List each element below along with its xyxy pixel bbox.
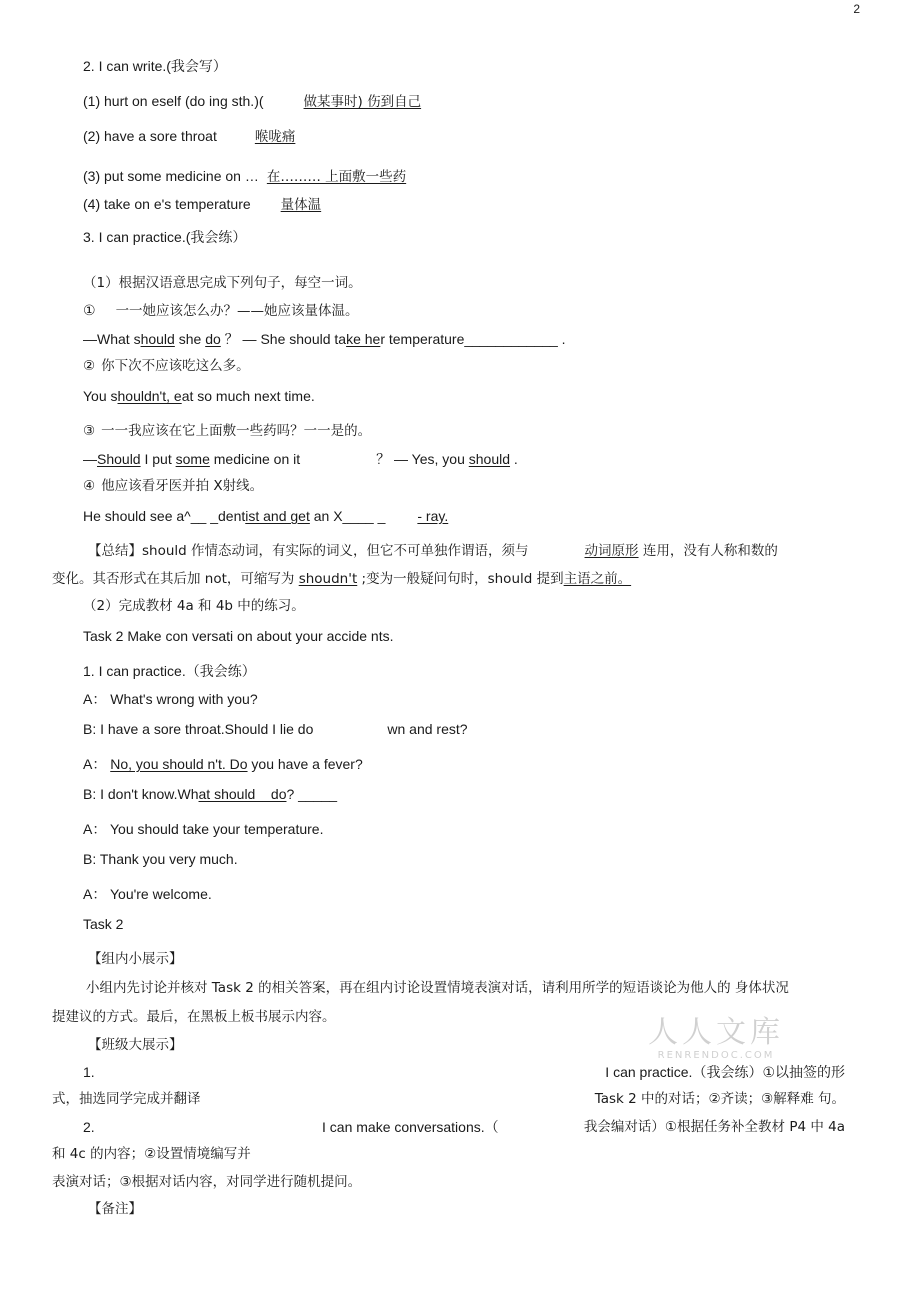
phrase-en: (1) hurt on eself (do ing sth.)( [83,93,264,109]
text: 3. I can practice.(我会练） [83,229,247,245]
dialog-line-3 [83,755,363,773]
text: 提建议的方式。最后，在黑板上板书展示内容。 [52,1009,336,1025]
phrase-en: (3) put some medicine on … [83,168,259,184]
text: . [510,451,518,467]
text: A： You should take your temperature. [83,821,324,837]
text: You s [83,388,118,404]
phrase-en: (2) have a sore throat [83,128,217,144]
text: I put [140,451,176,467]
text: — [83,451,97,467]
text: ？ — She should ta [220,331,347,347]
text: r temperature____________ . [380,331,566,347]
text: I can practice.（我会练）①以抽签的形 [605,1064,845,1080]
section-practice-heading [83,228,246,246]
answer: ke he [346,331,381,347]
answer: 动词原形 [584,543,639,559]
circled-number: ② [83,358,96,374]
exercise-1-en [83,330,566,348]
phrase-3 [83,167,406,186]
text: she [174,331,206,347]
text: B: Thank you very much. [83,851,238,867]
dialog-line-7 [83,885,212,903]
answer: Should [97,451,141,467]
answer: should [468,451,511,467]
text: 一一她应该怎么办？——她应该量体温。 [115,303,359,319]
group-show-text-2 [52,1008,336,1026]
class-show-item-2-cont [52,1145,251,1163]
text: 【班级大展示】 [88,1037,183,1053]
exercise-2-en [83,387,315,405]
answer: ist and get [245,508,310,524]
text: 1. [83,1064,95,1080]
text: Task 2 [83,916,124,932]
exercise-1-cn [83,302,359,320]
answer: - ray. [417,508,449,524]
text: He should see a^__ _dent [83,508,246,524]
text: 我会编对话）①根据任务补全教材 P4 中 4a [583,1119,845,1135]
text: medicine on it [209,451,301,467]
text: ;变为一般疑问句时，should 提到 [357,571,564,587]
task2-practice [83,662,256,680]
dialog-line-2 [83,720,468,738]
text: 1. I can practice.（我会练） [83,663,256,679]
text: 【组内小展示】 [88,951,183,967]
text: （1）根据汉语意思完成下列句子，每空一词。 [83,275,362,291]
text: Task 2 Make con versati on about your accide nts. [83,628,394,644]
text: 小组内先讨论并核对 Task 2 的相关答案，再在组内讨论设置情境表演对话，请利用所学的短语谈论为他人的 身体状况 [86,980,789,996]
summary-line-2 [52,570,631,588]
exercise-4-cn [83,477,263,495]
phrase-2 [83,127,295,146]
text: A： What's wrong with you? [83,691,258,707]
task2-label [83,915,123,933]
exercise-2-cn [83,357,250,375]
text: 【总结】should 作情态动词，有实际的词义，但它不可单独作谓语，须与 [88,543,529,559]
instruction-2 [83,597,305,615]
phrase-cn: 量体温 [280,197,322,213]
answer: at should__do [198,786,287,802]
text: 你下次不应该吃这么多。 [101,358,250,374]
text: wn and rest? [387,721,468,737]
class-show-item-2 [322,1118,499,1136]
text: A： You're welcome. [83,886,212,902]
task2-title [83,627,394,645]
text: 表演对话；③根据对话内容，对同学进行随机提问。 [52,1174,362,1190]
phrase-en: (4) take on e's temperature [83,196,251,212]
text: 变化。其否形式在其后加 not，可缩写为 [52,571,299,587]
text: 式，抽选同学完成并翻译 [52,1091,201,1107]
class-show-item-1-cont-b [595,1090,845,1108]
group-show-text-1 [86,979,789,997]
answer: shoudn't [298,571,358,587]
text: 2. [83,1119,95,1135]
text: at so much next time. [181,388,315,404]
phrase-cn: 喉咙痛 [254,129,296,145]
text: you have a fever? [247,756,363,772]
dialog-line-6 [83,850,238,868]
answer: some [175,451,210,467]
text: 【备注】 [88,1201,142,1217]
answer: hould [140,331,175,347]
phrase-1 [83,92,421,111]
page-number: 2 [853,2,860,16]
group-show-heading [88,950,183,968]
answer: do [205,331,221,347]
exercise-3-en [83,450,518,468]
class-show-item-2-num [83,1118,95,1136]
watermark-sub: RENRENDOC.COM [657,1050,775,1061]
circled-number: ③ [83,423,96,439]
text: （2）完成教材 4a 和 4b 中的练习。 [83,598,305,614]
class-show-item-2-cont-2 [52,1173,361,1191]
exercise-4-en [83,507,448,525]
text: I can make conversations.（ [322,1119,499,1135]
text: ? _____ [286,786,338,802]
exercise-3-cn [83,422,371,440]
phrase-cn: 做某事时) 伤到自己 [303,94,422,110]
section-write-heading [83,57,227,75]
text: an X____ _ [309,508,386,524]
dialog-line-4 [83,785,337,803]
instruction [83,274,362,292]
class-show-item-1 [605,1063,845,1081]
class-show-item-2-cn [584,1118,845,1136]
text: B: I have a sore throat.Should I lie do [83,721,314,737]
text: 连用，没有人称和数的 [638,543,778,559]
answer: No, you should n't. Do [110,756,248,772]
text: 一一我应该在它上面敷一些药吗？一一是的。 [101,423,372,439]
notes-heading [88,1200,142,1218]
phrase-cn: 在……… 上面敷一些药 [266,169,407,185]
dialog-line-5 [83,820,323,838]
class-show-heading [88,1036,183,1054]
circled-number: ④ [83,478,96,494]
class-show-item-1-num [83,1063,95,1081]
phrase-4 [83,195,321,214]
text: 2. I can write.(我会写） [83,58,227,74]
text: Task 2 中的对话；②齐读；③解释难 句。 [594,1091,845,1107]
text: 他应该看牙医并拍 X射线。 [101,478,264,494]
class-show-item-1-cont-a [52,1090,201,1108]
watermark-main: 人人文库 [648,1015,784,1050]
circled-number: ① [83,303,96,319]
summary-line-1 [88,542,778,560]
answer: houldn't, e [117,388,182,404]
text: A： [83,756,111,772]
answer: 主语之前。 [563,571,632,587]
text: —What s [83,331,141,347]
text: 和 4c 的内容；②设置情境编写并 [52,1146,251,1162]
text: ？ — Yes, you [376,451,469,467]
text: B: I don't know.Wh [83,786,199,802]
watermark-logo [648,1016,784,1061]
dialog-line-1 [83,690,258,708]
